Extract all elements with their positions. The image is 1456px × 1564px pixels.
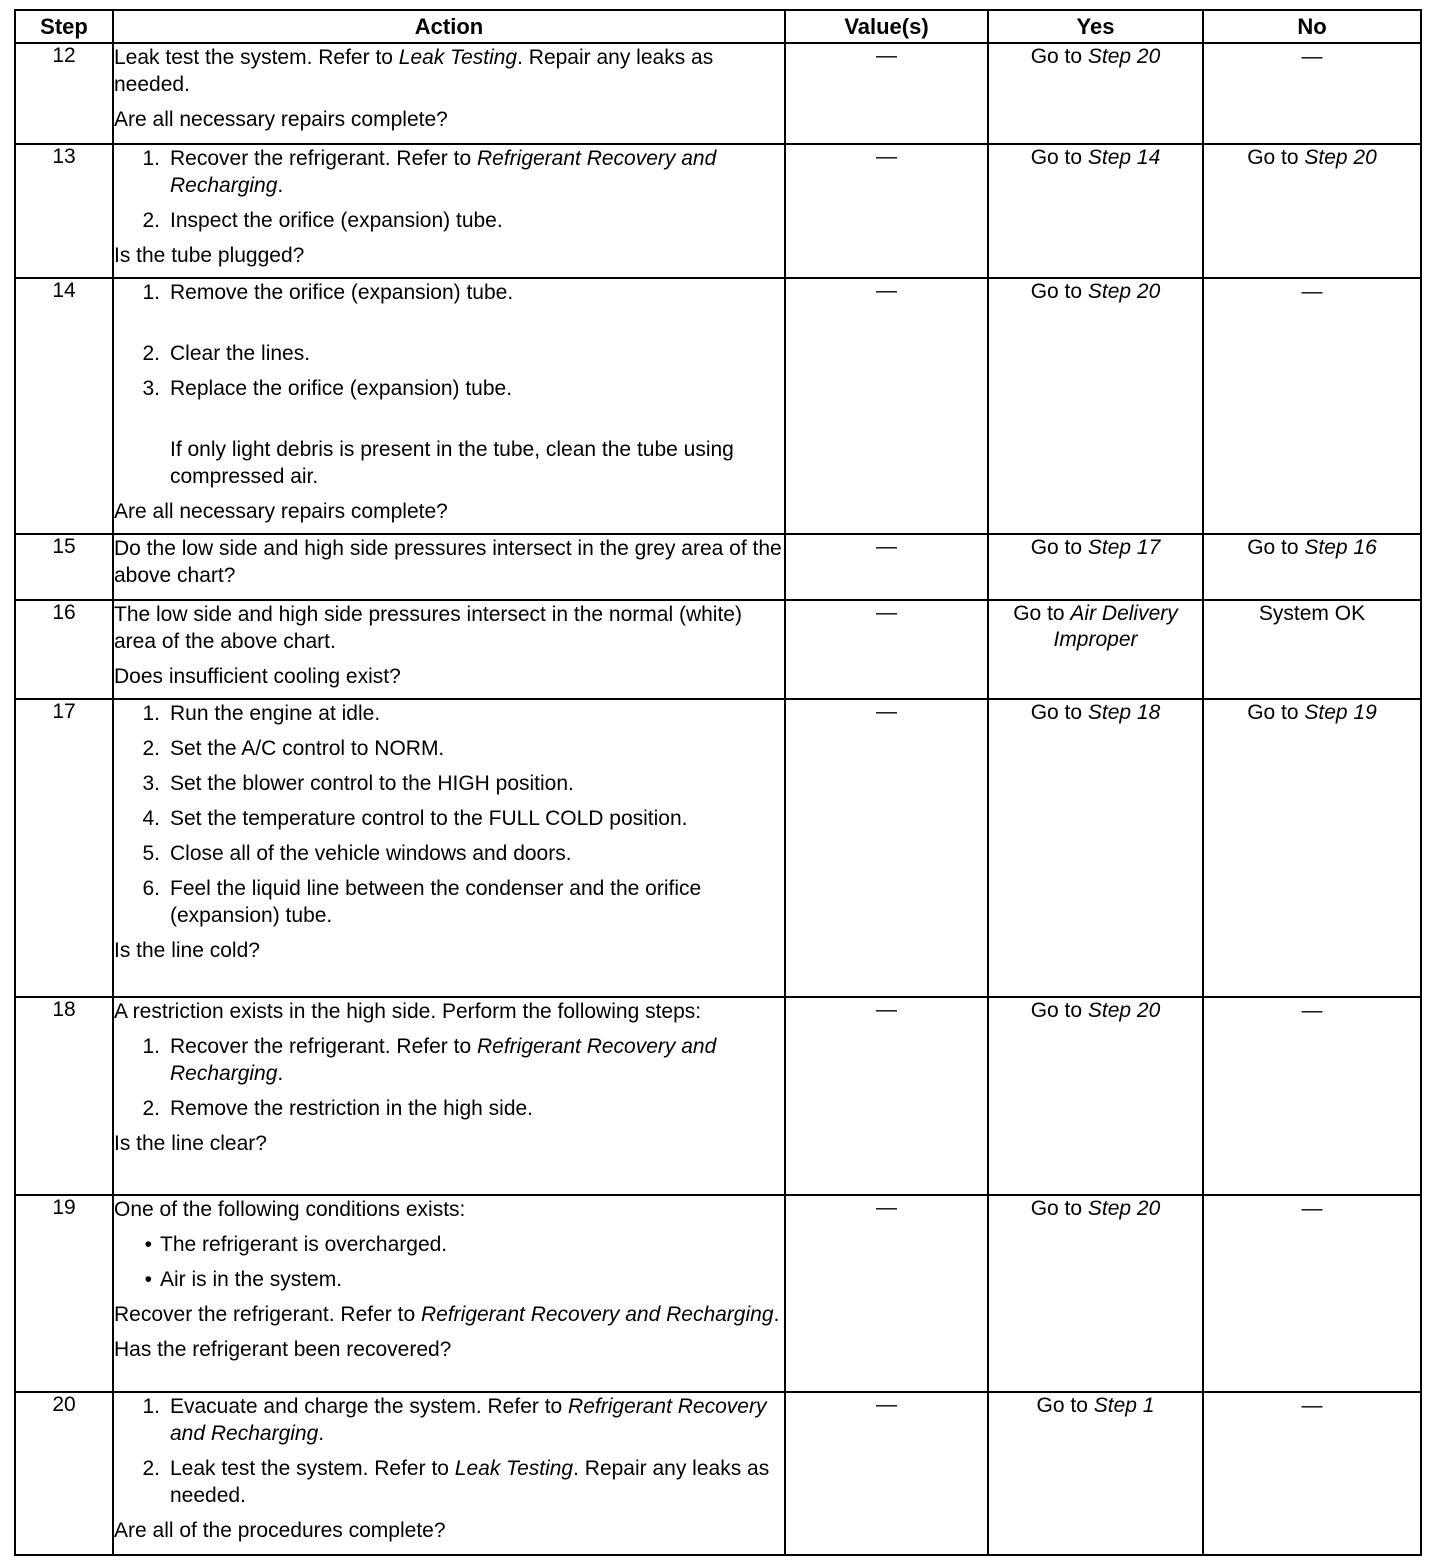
step-number: 12 (15, 43, 113, 144)
values-cell: — (785, 278, 988, 534)
no-cell: System OK (1203, 600, 1421, 699)
action-cell (113, 1392, 785, 1555)
action-question: Are all of the procedures complete? (114, 1519, 446, 1542)
values-cell: — (785, 1392, 988, 1555)
table-row-step-13 (15, 144, 1421, 278)
list-item: 2. Set the A/C control to NORM. (142, 737, 445, 760)
table-row-step-20 (15, 1392, 1421, 1555)
step-number: 13 (15, 144, 113, 278)
step-number: 16 (15, 600, 113, 699)
action-question: Does insufficient cooling exist? (114, 665, 401, 688)
header-step: Step (15, 10, 113, 43)
action-text: A restriction exists in the high side. Perform the following steps: (114, 1000, 702, 1023)
table-row-step-17 (15, 699, 1421, 997)
step-number: 19 (15, 1195, 113, 1392)
list-item: 1. Recover the refrigerant. Refer to Refrigerant Recovery and Recharging. (142, 1035, 717, 1085)
header-values: Value(s) (785, 10, 988, 43)
table-row-step-16 (15, 600, 1421, 699)
no-cell: Go to Step 19 (1203, 699, 1421, 997)
values-cell: — (785, 1195, 988, 1392)
list-item: 1. Run the engine at idle. (142, 702, 381, 725)
action-text: Leak test the system. Refer to Leak Testing. Repair any leaks as needed. (114, 46, 714, 96)
no-cell: — (1203, 997, 1421, 1195)
yes-cell: Go to Step 20 (988, 278, 1203, 534)
values-cell: — (785, 144, 988, 278)
list-item: 2. Leak test the system. Refer to Leak Testing. Repair any leaks as needed. (142, 1457, 770, 1507)
yes-cell: Go to Step 20 (988, 43, 1203, 144)
no-cell: — (1203, 1195, 1421, 1392)
action-question: Is the line clear? (114, 1132, 267, 1155)
action-cell (113, 1195, 785, 1392)
action-cell (113, 278, 785, 534)
table-row-step-15 (15, 534, 1421, 600)
yes-cell: Go to Step 20 (988, 997, 1203, 1195)
step-number: 18 (15, 997, 113, 1195)
action-cell (113, 534, 785, 600)
action-text: One of the following conditions exists: (114, 1198, 466, 1221)
action-cell (113, 144, 785, 278)
header-action: Action (113, 10, 785, 43)
action-text: The low side and high side pressures intersect in the normal (white) area of the above chart. (114, 603, 742, 653)
table-row-step-12 (15, 43, 1421, 144)
list-item: 6. Feel the liquid line between the condenser and the orifice (expansion) tube. (142, 877, 702, 927)
action-question: Are all necessary repairs complete? (114, 108, 448, 131)
action-cell (113, 43, 785, 144)
values-cell: — (785, 600, 988, 699)
list-item: 4. Set the temperature control to the FULL COLD position. (142, 807, 688, 830)
yes-cell: Go to Step 18 (988, 699, 1203, 997)
values-cell: — (785, 997, 988, 1195)
step-number: 14 (15, 278, 113, 534)
list-item: 5. Close all of the vehicle windows and doors. (142, 842, 572, 865)
table-row-step-19 (15, 1195, 1421, 1392)
bullet-item: • The refrigerant is overcharged. (144, 1233, 448, 1256)
step-number: 17 (15, 699, 113, 997)
action-text: Recover the refrigerant. Refer to Refrigerant Recovery and Recharging. (114, 1303, 780, 1326)
no-cell: — (1203, 1392, 1421, 1555)
header-row (15, 10, 1421, 43)
list-item: 1. Remove the orifice (expansion) tube. (142, 281, 514, 304)
action-question: Is the tube plugged? (114, 244, 305, 267)
table-row-step-18 (15, 997, 1421, 1195)
action-question: Are all necessary repairs complete? (114, 500, 448, 523)
list-item: 2. Remove the restriction in the high side. (142, 1097, 534, 1120)
action-note: If only light debris is present in the tube, clean the tube using compressed air. (170, 438, 734, 488)
list-item: 1. Evacuate and charge the system. Refer to Refrigerant Recovery and Recharging. (142, 1395, 767, 1445)
yes-cell: Go to Step 17 (988, 534, 1203, 600)
action-question: Do the low side and high side pressures intersect in the grey area of the above chart? (114, 537, 782, 587)
values-cell: — (785, 43, 988, 144)
table-row-step-14 (15, 278, 1421, 534)
action-question: Is the line cold? (114, 939, 260, 962)
list-item: 3. Set the blower control to the HIGH position. (142, 772, 574, 795)
no-cell: — (1203, 43, 1421, 144)
no-cell: Go to Step 20 (1203, 144, 1421, 278)
yes-cell: Go to Step 20 (988, 1195, 1203, 1392)
header-no: No (1203, 10, 1421, 43)
values-cell: — (785, 534, 988, 600)
action-cell (113, 600, 785, 699)
list-item: 2. Clear the lines. (142, 342, 311, 365)
no-cell: — (1203, 278, 1421, 534)
action-cell (113, 997, 785, 1195)
diagnostic-table (14, 9, 1422, 1556)
step-number: 15 (15, 534, 113, 600)
list-item: 2. Inspect the orifice (expansion) tube. (142, 209, 503, 232)
header-yes: Yes (988, 10, 1203, 43)
list-item: 3. Replace the orifice (expansion) tube. (142, 377, 513, 400)
yes-cell: Go to Air Delivery Improper (988, 600, 1203, 699)
action-cell (113, 699, 785, 997)
list-item: 1. Recover the refrigerant. Refer to Refrigerant Recovery and Recharging. (142, 147, 717, 197)
no-cell: Go to Step 16 (1203, 534, 1421, 600)
action-question: Has the refrigerant been recovered? (114, 1338, 452, 1361)
step-number: 20 (15, 1392, 113, 1555)
bullet-item: • Air is in the system. (144, 1268, 343, 1291)
yes-cell: Go to Step 14 (988, 144, 1203, 278)
yes-cell: Go to Step 1 (988, 1392, 1203, 1555)
values-cell: — (785, 699, 988, 997)
